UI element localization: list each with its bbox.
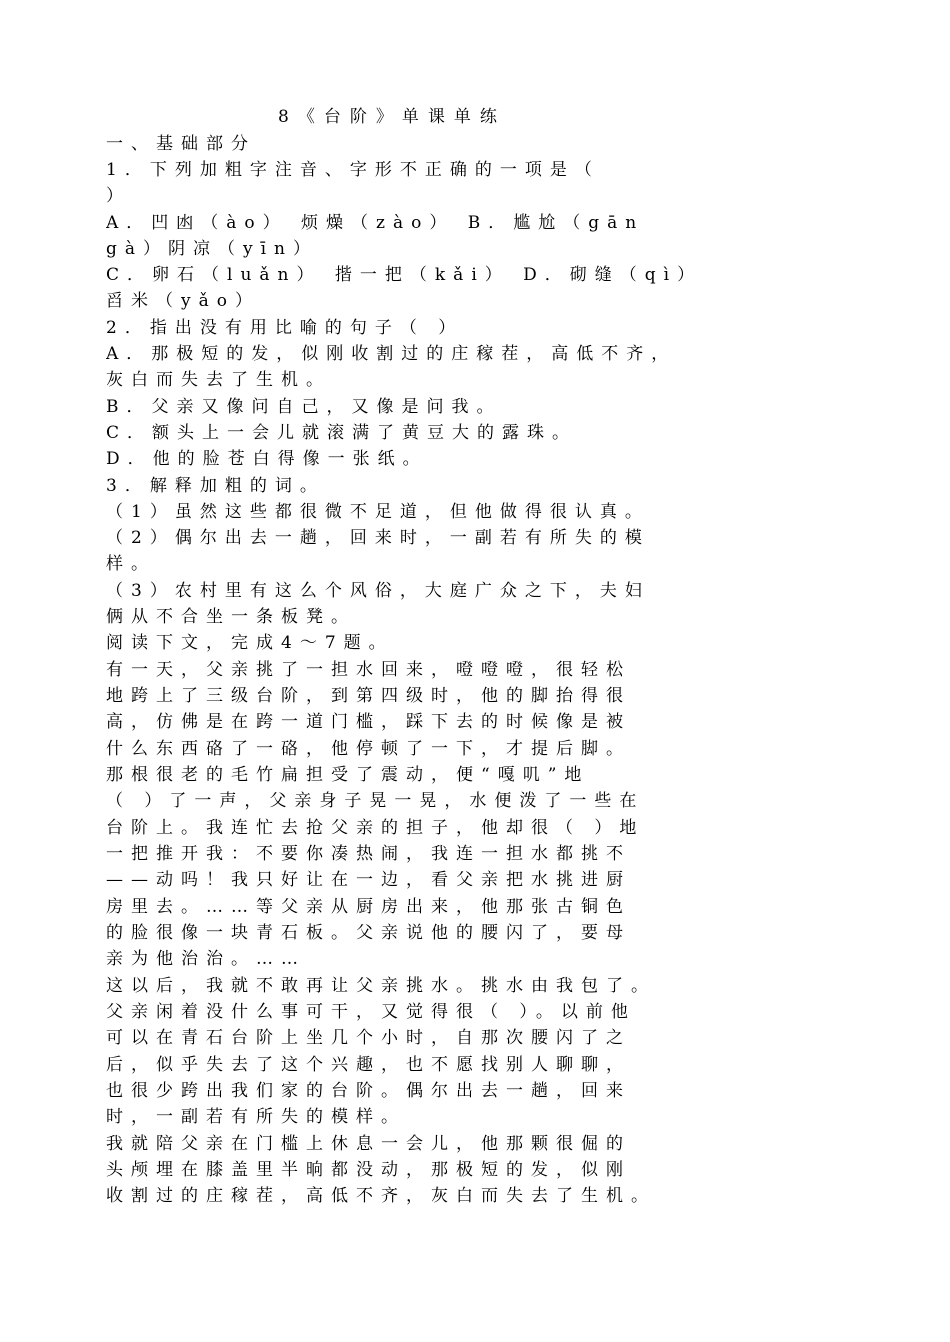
passage-line: 高，仿佛是在跨一道门槛，踩下去的时候像是被 [106, 712, 631, 732]
passage-line: 有一天，父亲挑了一担水回来，噔噔噔，很轻松 [106, 660, 631, 680]
q3-item-1: （1）虽然这些都很微不足道，但他做得很认真。 [106, 502, 650, 522]
page-title: 8《台阶》单课单练 [278, 107, 506, 127]
q3-item-3-cont: 俩从不合坐一条板凳。 [106, 607, 356, 627]
section-heading: 一、基础部分 [106, 134, 256, 154]
passage-line: 什么东西硌了一硌，他停顿了一下，才提后脚。 [106, 739, 631, 759]
passage-line: 我就陪父亲在门槛上休息一会儿，他那颗很倔的 [106, 1134, 631, 1154]
question-1: 1．下列加粗字注音、字形不正确的一项是（ [106, 160, 600, 180]
passage-line: （ ）了一声，父亲身子晃一晃，水便泼了一些在 [106, 791, 645, 811]
passage-line: 地跨上了三级台阶，到第四级时，他的脚抬得很 [106, 686, 631, 706]
q2-option-c: C．额头上一会儿就滚满了黄豆大的露珠。 [106, 423, 578, 443]
question-2: 2．指出没有用比喻的句子（ ） [106, 318, 464, 338]
passage-line: 那根很老的毛竹扁担受了震动，便“嘎叽”地 [106, 765, 590, 785]
passage-line: 后，似乎失去了这个兴趣，也不愿找别人聊聊， [106, 1055, 631, 1075]
q2-option-d: D．他的脸苍白得像一张纸。 [106, 449, 428, 469]
q2-option-b: B．父亲又像问自己，又像是问我。 [106, 397, 502, 417]
option-cd-cont: 舀米（yǎo） [106, 291, 260, 311]
passage-line: 可以在青石台阶上坐几个小时，自那次腰闪了之 [106, 1028, 631, 1048]
option-ab: A．凹凼（ào） 烦燥（zào） B．尴尬（gān [106, 213, 645, 233]
passage-line: 时，一副若有所失的模样。 [106, 1107, 406, 1127]
passage-line: 父亲闲着没什么事可干，又觉得很（ ）。以前他 [106, 1002, 636, 1022]
question-3: 3．解释加粗的词。 [106, 476, 325, 496]
passage-line: 台阶上。我连忙去抢父亲的担子，他却很（ ）地 [106, 818, 645, 838]
passage-line: 房里去。……等父亲从厨房出来，他那张古铜色 [106, 897, 631, 917]
passage-line: 一把推开我：不要你凑热闹，我连一担水都挑不 [106, 844, 631, 864]
question-1-cont: ） [106, 186, 131, 206]
q2-option-a: A．那极短的发，似刚收割过的庄稼茬，高低不齐， [106, 344, 677, 364]
passage-line: 亲为他治治。…… [106, 949, 306, 969]
q3-item-2-cont: 样。 [106, 554, 156, 574]
passage-line: ——动吗！我只好让在一边，看父亲把水挑进厨 [106, 870, 631, 890]
q3-item-3: （3）农村里有这么个风俗，大庭广众之下，夫妇 [106, 581, 650, 601]
option-ab-cont: gà）阴凉（yīn） [106, 239, 319, 259]
q2-option-a-cont: 灰白而失去了生机。 [106, 370, 331, 390]
passage-line: 也很少跨出我们家的台阶。偶尔出去一趟，回来 [106, 1081, 631, 1101]
passage-line: 头颅埋在膝盖里半晌都没动，那极短的发，似刚 [106, 1160, 631, 1180]
passage-line: 的脸很像一块青石板。父亲说他的腰闪了，要母 [106, 923, 631, 943]
q3-item-2: （2）偶尔出去一趟，回来时，一副若有所失的模 [106, 528, 650, 548]
option-cd: C．卵石（luǎn） 揩一把（kǎi） D．砌缝（qì） [106, 265, 703, 285]
reading-instruction: 阅读下文，完成4～7题。 [106, 633, 394, 653]
passage-line: 这以后，我就不敢再让父亲挑水。挑水由我包了。 [106, 976, 656, 996]
passage-line: 收割过的庄稼茬，高低不齐，灰白而失去了生机。 [106, 1186, 656, 1206]
